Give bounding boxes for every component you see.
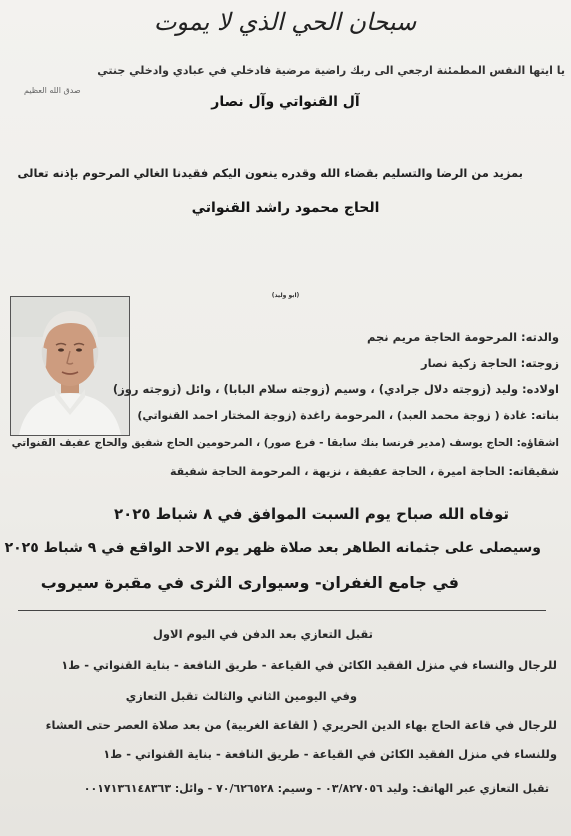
relative-wife: زوجته: الحاجة زكية نصار xyxy=(420,356,559,370)
portrait-photo xyxy=(10,296,130,436)
portrait-photo-icon xyxy=(11,297,129,435)
relative-sisters: شقيقاته: الحاجة اميرة ، الحاجة عفيفة ، نزيهة ، المرحومة الحاجة شفيقة xyxy=(170,465,559,478)
condolence-phone: تقبل التعازي عبر الهاتف: وليد ٠٣/٨٢٧٠٥٦ - وسيم: ٧٠/٦٢٦٥٢٨ - وائل: ٠٠١٧١٣٦١٤٨٣٦٣ xyxy=(83,782,549,795)
condolence-second-third: وفي اليومين الثاني والثالث تقبل التعازي xyxy=(125,689,357,703)
death-date: توفاه الله صباح يوم السبت الموافق في ٨ شباط ٢٠٢٥ xyxy=(113,505,509,523)
relative-daughters: بناته: غادة ( زوجة محمد العبد) ، المرحومة راغدة (زوجة المختار احمد القنواتي) xyxy=(137,409,559,422)
relative-mother: والدته: المرحومة الحاجة مريم نجم xyxy=(366,330,559,344)
sadaqa-text: صدق الله العظيم xyxy=(24,86,81,95)
relative-sons: اولاده: وليد (زوجته دلال جرادي) ، وسيم (زوجته سلام البابا) ، وائل (زوجته روز) xyxy=(112,382,559,396)
quran-verse: يا ايتها النفس المطمئنة ارجعي الى ربك راضية مرضية فادخلي في عبادي وادخلي جنتي xyxy=(97,64,565,77)
relative-brothers: اشقاؤه: الحاج يوسف (مدير فرنسا بنك سابقا - فرع صور) ، المرحومين الحاج شفيق والحاج عفيف القنواتي xyxy=(11,437,559,449)
funeral-prayer: وسيصلى على جثمانه الطاهر بعد صلاة ظهر يوم الاحد الواقع في ٩ شباط ٢٠٢٥ xyxy=(4,540,541,556)
deceased-nickname: (ابو وليد) xyxy=(271,292,300,299)
family-name-title: آل القنواتي وآل نصار xyxy=(211,94,360,110)
section-divider xyxy=(18,610,546,611)
condolence-men-hall: للرجال في قاعة الحاج بهاء الدين الحريري ( القاعة الغربية) من بعد صلاة العصر حتى العشاء xyxy=(45,718,557,732)
condolence-home: للرجال والنساء في منزل الفقيد الكائن في القياعة - طريق النافعة - بناية القنواتي - ط١ xyxy=(61,658,557,672)
condolence-women-home: وللنساء في منزل الفقيد الكائن في القياعة - طريق النافعة - بناية القنواتي - ط١ xyxy=(103,747,557,761)
burial-location: في جامع الغفران- وسيوارى الثرى في مقبرة سيروب xyxy=(40,573,459,592)
deceased-name: الحاج محمود راشد القنواتي xyxy=(191,200,380,216)
basmala-calligraphy: سبحان الحي الذي لا يموت xyxy=(153,8,417,36)
condolence-first-day: تقبل التعازي بعد الدفن في اليوم الاول xyxy=(152,627,373,641)
announcement-line: بمزيد من الرضا والتسليم بقضاء الله وقدره ينعون اليكم فقيدنا الغالي المرحوم بإذنه تعالى xyxy=(17,166,523,180)
